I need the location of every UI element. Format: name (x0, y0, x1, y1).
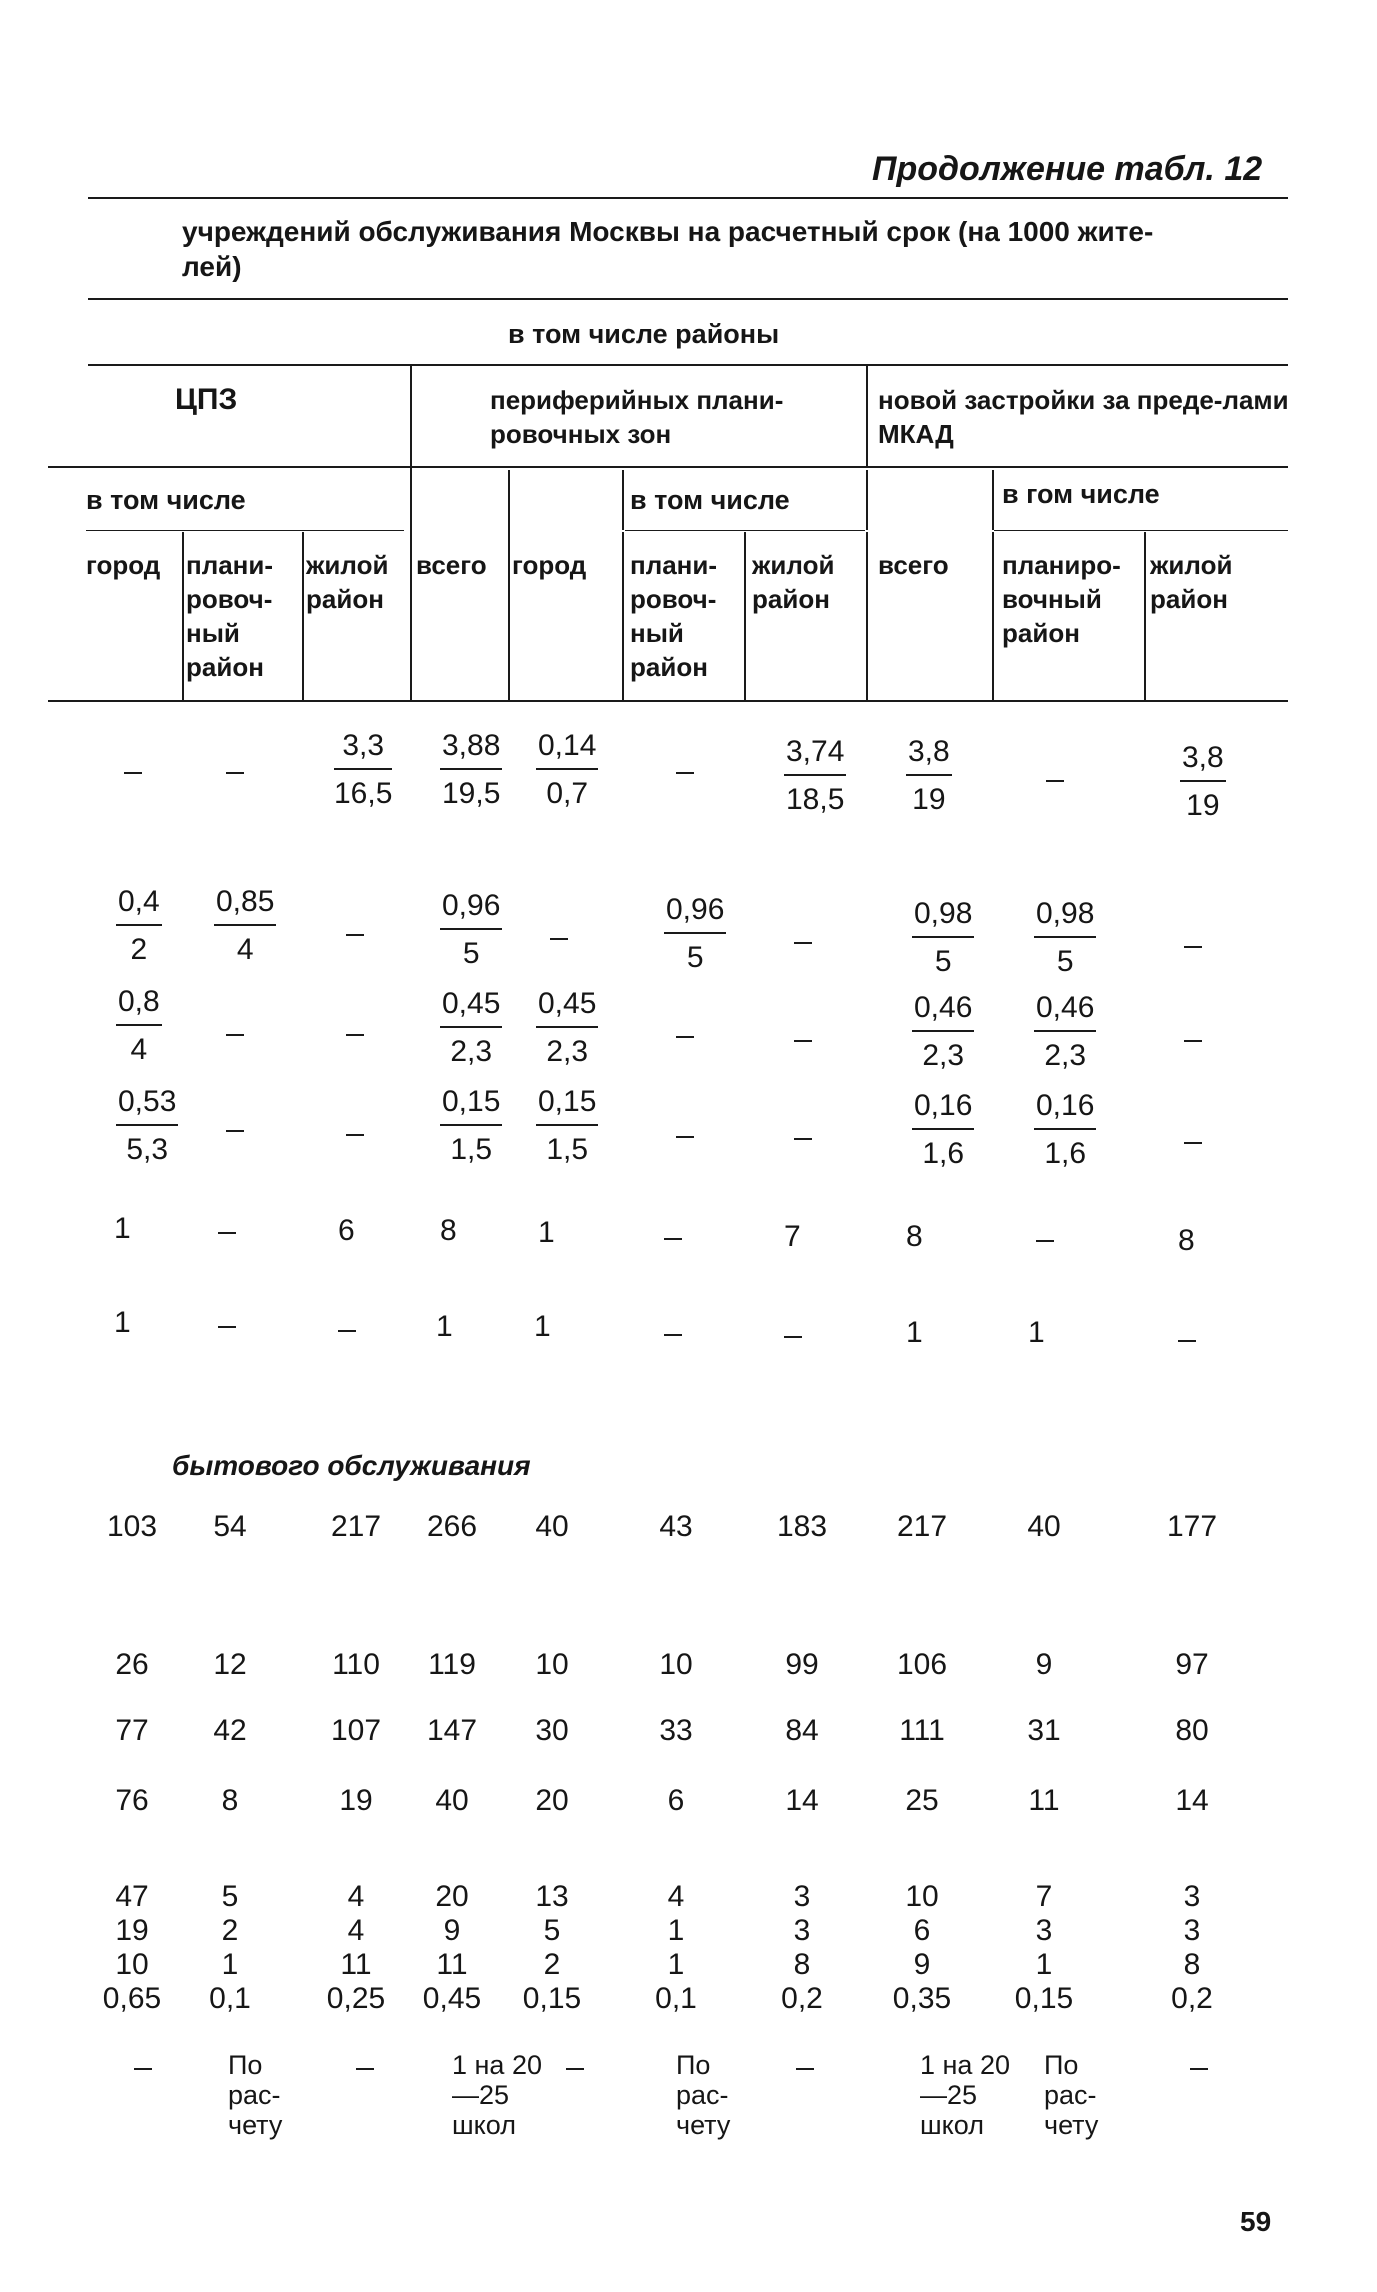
dash (346, 934, 364, 936)
rule-incl-periph (625, 530, 865, 531)
table-cell: 183 (776, 1510, 828, 1543)
dash (784, 1336, 802, 1338)
table-cell: 10 (535, 1648, 569, 1681)
table-cell: 0,15 (1014, 1982, 1074, 2015)
fraction: $\frac{0,53}{5,3}$ (118, 1085, 177, 1166)
dash (1184, 1040, 1202, 1042)
fraction: $\frac{3,88}{19,5}$ (442, 729, 501, 810)
table-cell: 0,2 (1171, 1982, 1213, 2015)
table-cell: 2 (221, 1914, 239, 1947)
vrule-leaf-7 (866, 532, 868, 700)
table-cell: 12 (213, 1648, 247, 1681)
table-cell: 107 (330, 1714, 382, 1747)
cell: 6 (338, 1214, 355, 1247)
table-cell: 4 (667, 1880, 685, 1913)
table-cell: 0,15 (522, 1982, 582, 2015)
table-cell: 14 (1175, 1784, 1209, 1817)
table-cell: 77 (115, 1714, 149, 1747)
table-cell: 10 (905, 1880, 939, 1913)
cell: 1 (1028, 1316, 1045, 1349)
table-cell: 13 (535, 1880, 569, 1913)
header-districts: в том числе районы (508, 319, 780, 349)
table-cell: 11 (1028, 1784, 1060, 1817)
dash (664, 1238, 682, 1240)
dash (134, 2068, 152, 2070)
section-title: бытового обслуживания (172, 1450, 531, 1481)
fraction: $\frac{0,15}{1,5}$ (538, 1085, 597, 1166)
dash (794, 1138, 812, 1140)
vrule-leaf-2 (302, 532, 304, 700)
table-cell: 0,45 (422, 1982, 482, 2015)
table-cell: 40 (435, 1784, 469, 1817)
table-cell: 7 (1035, 1880, 1053, 1913)
dash (1184, 1142, 1202, 1144)
vrule-incl-periph-right (866, 470, 868, 530)
table-cell: 1 (221, 1948, 239, 1981)
fraction: $\frac{0,98}{5}$ (1036, 897, 1095, 978)
header-incl-periph: в том числе (630, 485, 790, 515)
vrule-leaf-8 (992, 532, 994, 700)
cell: 1 (114, 1212, 131, 1245)
cell: 7 (784, 1220, 801, 1253)
fraction: $\frac{3,74}{18,5}$ (786, 735, 845, 816)
header-new-dev: новой застройки за преде-лами МКАД (878, 385, 1289, 449)
note-plan: По рас-чету (228, 2050, 283, 2140)
fraction: $\frac{0,45}{2,3}$ (442, 987, 501, 1068)
dash (794, 942, 812, 944)
cell: 8 (906, 1220, 923, 1253)
vrule-periph-right (866, 366, 868, 466)
dash (338, 1330, 356, 1332)
table-cell: 8 (793, 1948, 811, 1981)
table-cell: 1 (667, 1914, 685, 1947)
dash (124, 772, 142, 774)
header-peripheral: периферийных плани-ровочных зон (490, 385, 784, 449)
dash (346, 1034, 364, 1036)
dash (550, 938, 568, 940)
table-cell: 2 (543, 1948, 561, 1981)
dash (676, 1036, 694, 1038)
table-cell: 40 (535, 1510, 569, 1543)
table-cell: 1 (667, 1948, 685, 1981)
fraction: $\frac{0,4}{2}$ (118, 885, 160, 966)
dash (1184, 946, 1202, 948)
table-cell: 30 (535, 1714, 569, 1747)
table-cell: 76 (115, 1784, 149, 1817)
vrule-leaf-5 (622, 532, 624, 700)
note-plan3: По рас-чету (1044, 2050, 1099, 2140)
dash (1036, 1240, 1054, 1242)
dash (794, 1040, 812, 1042)
table-cell: 9 (443, 1914, 461, 1947)
rule-after-header (48, 700, 1288, 702)
table-cell: 3 (1183, 1880, 1201, 1913)
fraction: $\frac{0,16}{1,6}$ (914, 1089, 973, 1170)
rule-incl-cpz (86, 530, 404, 531)
table-cell: 6 (667, 1784, 685, 1817)
table-cell: 8 (221, 1784, 239, 1817)
table-cell: 1 (1035, 1948, 1053, 1981)
table-cell: 20 (535, 1784, 569, 1817)
cell: 1 (906, 1316, 923, 1349)
table-cell: 217 (330, 1510, 382, 1543)
page-number: 59 (1240, 2206, 1272, 2237)
fraction: $\frac{0,46}{2,3}$ (914, 991, 973, 1072)
dash (676, 1136, 694, 1138)
rule-incl-new (994, 530, 1288, 531)
table-cell: 3 (793, 1880, 811, 1913)
header-col-gorod: город (86, 550, 161, 580)
vrule-leaf-3 (410, 466, 412, 700)
header-col-vsego2: всего (878, 550, 949, 580)
table-cell: 0,35 (892, 1982, 952, 2015)
header-col-plan: плани-ровоч-ный район (186, 550, 274, 682)
header-col-zhil2: жилой район (752, 550, 835, 614)
table-cell: 217 (896, 1510, 948, 1543)
dash (1190, 2068, 1208, 2070)
fraction: $\frac{3,8}{19}$ (908, 735, 950, 816)
cell: 1 (538, 1216, 555, 1249)
table-cell: 11 (340, 1948, 372, 1981)
table-caption: Продолжение табл. 12 (872, 150, 1263, 188)
cell: 8 (1178, 1224, 1195, 1257)
top-rule (88, 197, 1288, 199)
table-cell: 25 (905, 1784, 939, 1817)
rule-after-level2 (48, 466, 1288, 468)
dash (346, 1134, 364, 1136)
header-col-zhil3: жилой район (1150, 550, 1233, 614)
table-cell: 42 (213, 1714, 247, 1747)
dash (218, 1326, 236, 1328)
table-cell: 0,1 (655, 1982, 697, 2015)
table-cell: 9 (1035, 1648, 1053, 1681)
table-cell: 31 (1027, 1714, 1061, 1747)
vrule-leaf-9 (1144, 532, 1146, 700)
table-cell: 103 (106, 1510, 158, 1543)
dash (664, 1334, 682, 1336)
dash (1046, 780, 1064, 782)
dash (676, 772, 694, 774)
fraction: $\frac{0,85}{4}$ (216, 885, 275, 966)
fraction: $\frac{0,15}{1,5}$ (442, 1085, 501, 1166)
fraction: $\frac{0,45}{2,3}$ (538, 987, 597, 1068)
fraction: $\frac{0,98}{5}$ (914, 897, 973, 978)
table-cell: 4 (347, 1914, 365, 1947)
table-title-line1: учреждений обслуживания Москвы на расчетный срок (на 1000 жите- (182, 216, 1154, 247)
table-cell: 11 (436, 1948, 468, 1981)
table-cell: 119 (428, 1648, 476, 1681)
table-cell: 14 (785, 1784, 819, 1817)
table-cell: 0,2 (781, 1982, 823, 2015)
vrule-leaf-4 (508, 470, 510, 700)
vrule-incl-new-left (992, 470, 994, 530)
header-col-zhil: жилой район (306, 550, 389, 614)
table-cell: 5 (543, 1914, 561, 1947)
header-incl-cpz: в том числе (86, 485, 246, 515)
table-cell: 4 (347, 1880, 365, 1913)
cell: 1 (114, 1306, 131, 1339)
header-cpz: ЦПЗ (175, 383, 238, 416)
table-cell: 33 (659, 1714, 693, 1747)
table-cell: 8 (1183, 1948, 1201, 1981)
table-cell: 6 (913, 1914, 931, 1947)
table-cell: 47 (115, 1880, 149, 1913)
table-cell: 111 (899, 1714, 945, 1747)
table-cell: 177 (1166, 1510, 1218, 1543)
fraction: $\frac{0,8}{4}$ (118, 985, 160, 1066)
dash (356, 2068, 374, 2070)
table-cell: 110 (332, 1648, 380, 1681)
table-cell: 3 (1183, 1914, 1201, 1947)
rule-after-title (88, 298, 1288, 300)
table-cell: 80 (1175, 1714, 1209, 1747)
table-cell: 147 (426, 1714, 478, 1747)
header-col-gorod2: город (512, 550, 587, 580)
fraction: $\frac{0,96}{5}$ (666, 893, 725, 974)
table-cell: 10 (659, 1648, 693, 1681)
dash (218, 1232, 236, 1234)
header-incl-new: в гом числе (1002, 479, 1160, 509)
table-cell: 40 (1027, 1510, 1061, 1543)
dash (226, 1034, 244, 1036)
table-cell: 19 (115, 1914, 149, 1947)
table-title-line2: лей) (182, 251, 242, 282)
table-cell: 99 (785, 1648, 819, 1681)
table-cell: 266 (426, 1510, 478, 1543)
cell: 1 (534, 1310, 551, 1343)
vrule-incl-periph-left (622, 470, 624, 530)
header-col-plan3: планиро-вочный район (1002, 550, 1121, 648)
header-col-plan2: плани-ровоч-ный район (630, 550, 718, 682)
rule-after-districts (88, 364, 1288, 366)
table-cell: 9 (913, 1948, 931, 1981)
table-cell: 5 (221, 1880, 239, 1913)
note-vsego: 1 на 20—25 школ (452, 2050, 542, 2140)
fraction: $\frac{0,16}{1,6}$ (1036, 1089, 1095, 1170)
table-cell: 0,1 (209, 1982, 251, 2015)
dash (566, 2068, 584, 2070)
table-cell: 43 (659, 1510, 693, 1543)
table-cell: 3 (1035, 1914, 1053, 1947)
dash (226, 1130, 244, 1132)
table-cell: 0,25 (326, 1982, 386, 2015)
table-cell: 20 (435, 1880, 469, 1913)
table-cell: 3 (793, 1914, 811, 1947)
fraction: $\frac{3,8}{19}$ (1182, 741, 1224, 822)
note-vsego2: 1 на 20—25 школ (920, 2050, 1010, 2140)
fraction: $\frac{0,14}{0,7}$ (538, 729, 597, 810)
dash (226, 772, 244, 774)
fraction: $\frac{0,46}{2,3}$ (1036, 991, 1095, 1072)
table-cell: 19 (339, 1784, 373, 1817)
table-cell: 0,65 (102, 1982, 162, 2015)
table-cell: 10 (115, 1948, 149, 1981)
vrule-cpz-right (410, 366, 412, 466)
table-cell: 97 (1175, 1648, 1209, 1681)
table-cell: 26 (115, 1648, 149, 1681)
vrule-leaf-1 (182, 532, 184, 700)
table-cell: 84 (785, 1714, 819, 1747)
fraction: $\frac{0,96}{5}$ (442, 889, 501, 970)
dash (1178, 1340, 1196, 1342)
note-plan2: По рас-чету (676, 2050, 731, 2140)
vrule-leaf-6 (744, 532, 746, 700)
dash (796, 2068, 814, 2070)
cell: 1 (436, 1310, 453, 1343)
fraction: $\frac{3,3}{16,5}$ (334, 729, 393, 810)
table-cell: 54 (213, 1510, 247, 1543)
cell: 8 (440, 1214, 457, 1247)
table-cell: 106 (896, 1648, 948, 1681)
header-col-vsego: всего (416, 550, 487, 580)
